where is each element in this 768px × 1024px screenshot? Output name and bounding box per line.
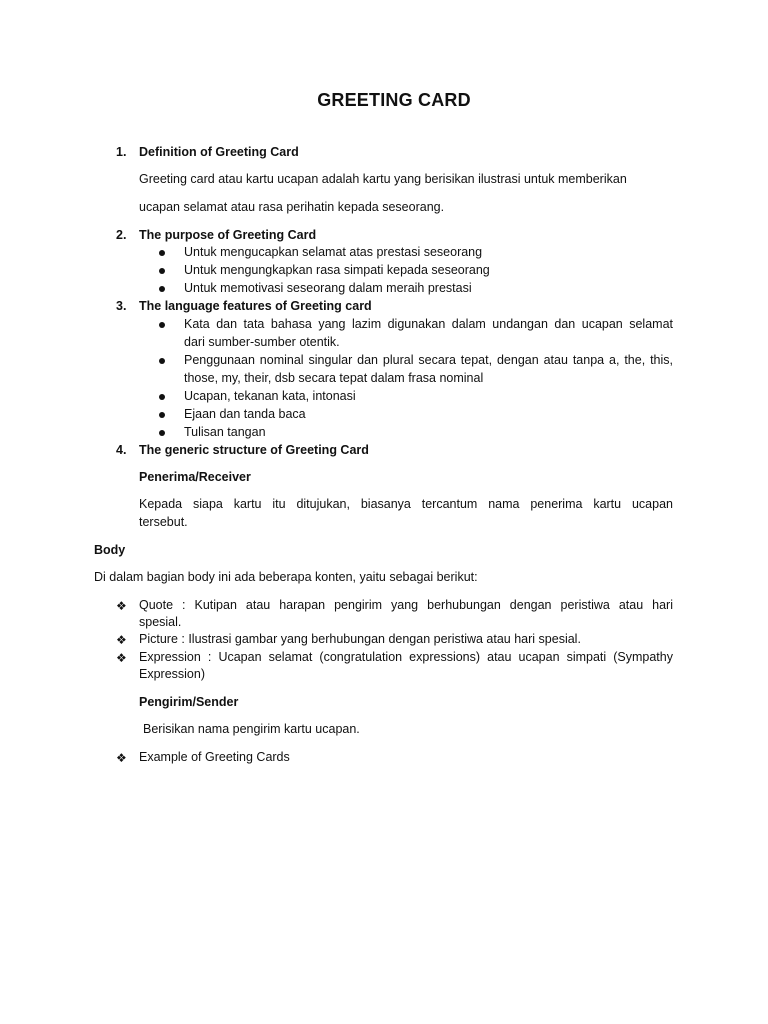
definition-line-1: Greeting card atau kartu ucapan adalah kartu yang berisikan ilustrasi untuk memberikan [139,172,627,186]
receiver-line-2: tersebut. [139,515,188,529]
section-2-number: 2. [116,228,127,242]
diamond-bullet-icon: ❖ [116,751,127,765]
sender-text: Berisikan nama pengirim kartu ucapan. [143,722,360,736]
section-3-heading: The language features of Greeting card [139,299,372,313]
sender-heading: Pengirim/Sender [139,695,239,709]
body-item-3-line-1: Expression : Ucapan selamat (congratulation expressions) atau ucapan simpati (Sympathy [139,650,673,664]
feature-item-2-line-1: Penggunaan nominal singular dan plural secara tepat, dengan atau tanpa a, the, this, [184,353,673,367]
section-2-heading: The purpose of Greeting Card [139,228,317,242]
bullet-icon [159,412,165,418]
diamond-bullet-icon: ❖ [116,599,127,613]
bullet-icon [159,322,165,328]
example-item: Example of Greeting Cards [139,750,290,764]
receiver-line-1: Kepada siapa kartu itu ditujukan, biasanya tercantum nama penerima kartu ucapan [139,497,673,511]
bullet-icon [159,430,165,436]
bullet-icon [159,358,165,364]
document-title: GREETING CARD [317,90,471,110]
section-3-number: 3. [116,299,127,313]
purpose-item-3: Untuk memotivasi seseorang dalam meraih prestasi [184,281,472,295]
purpose-item-1: Untuk mengucapkan selamat atas prestasi seseorang [184,245,483,259]
bullet-icon [159,250,165,256]
feature-item-4: Ejaan dan tanda baca [184,407,306,421]
bullet-icon [159,394,165,400]
receiver-heading: Penerima/Receiver [139,470,251,484]
body-item-3-line-2: Expression) [139,667,205,681]
feature-item-5: Tulisan tangan [184,425,266,439]
body-heading: Body [94,543,126,557]
body-item-2: Picture : Ilustrasi gambar yang berhubungan dengan peristiwa atau hari spesial. [139,632,581,646]
diamond-bullet-icon: ❖ [116,651,127,665]
purpose-item-2: Untuk mengungkapkan rasa simpati kepada seseorang [184,263,490,277]
bullet-icon [159,286,165,292]
feature-item-2-line-2: those, my, their, dsb secara tepat dalam frasa nominal [184,371,484,385]
section-4-heading: The generic structure of Greeting Card [139,443,369,457]
body-intro: Di dalam bagian body ini ada beberapa konten, yaitu sebagai berikut: [94,570,478,584]
bullet-icon [159,268,165,274]
section-4-number: 4. [116,443,127,457]
feature-item-3: Ucapan, tekanan kata, intonasi [184,389,356,403]
definition-line-2: ucapan selamat atau rasa perihatin kepada seseorang. [139,200,445,214]
body-item-1-line-2: spesial. [139,615,182,629]
section-1-number: 1. [116,145,127,159]
diamond-bullet-icon: ❖ [116,633,127,647]
section-1-heading: Definition of Greeting Card [139,145,299,159]
feature-item-1-line-2: dari sumber-sumber otentik. [184,335,340,349]
body-item-1-line-1: Quote : Kutipan atau harapan pengirim yang berhubungan dengan peristiwa atau hari [139,598,673,612]
feature-item-1-line-1: Kata dan tata bahasa yang lazim digunakan dalam undangan dan ucapan selamat [184,317,673,331]
